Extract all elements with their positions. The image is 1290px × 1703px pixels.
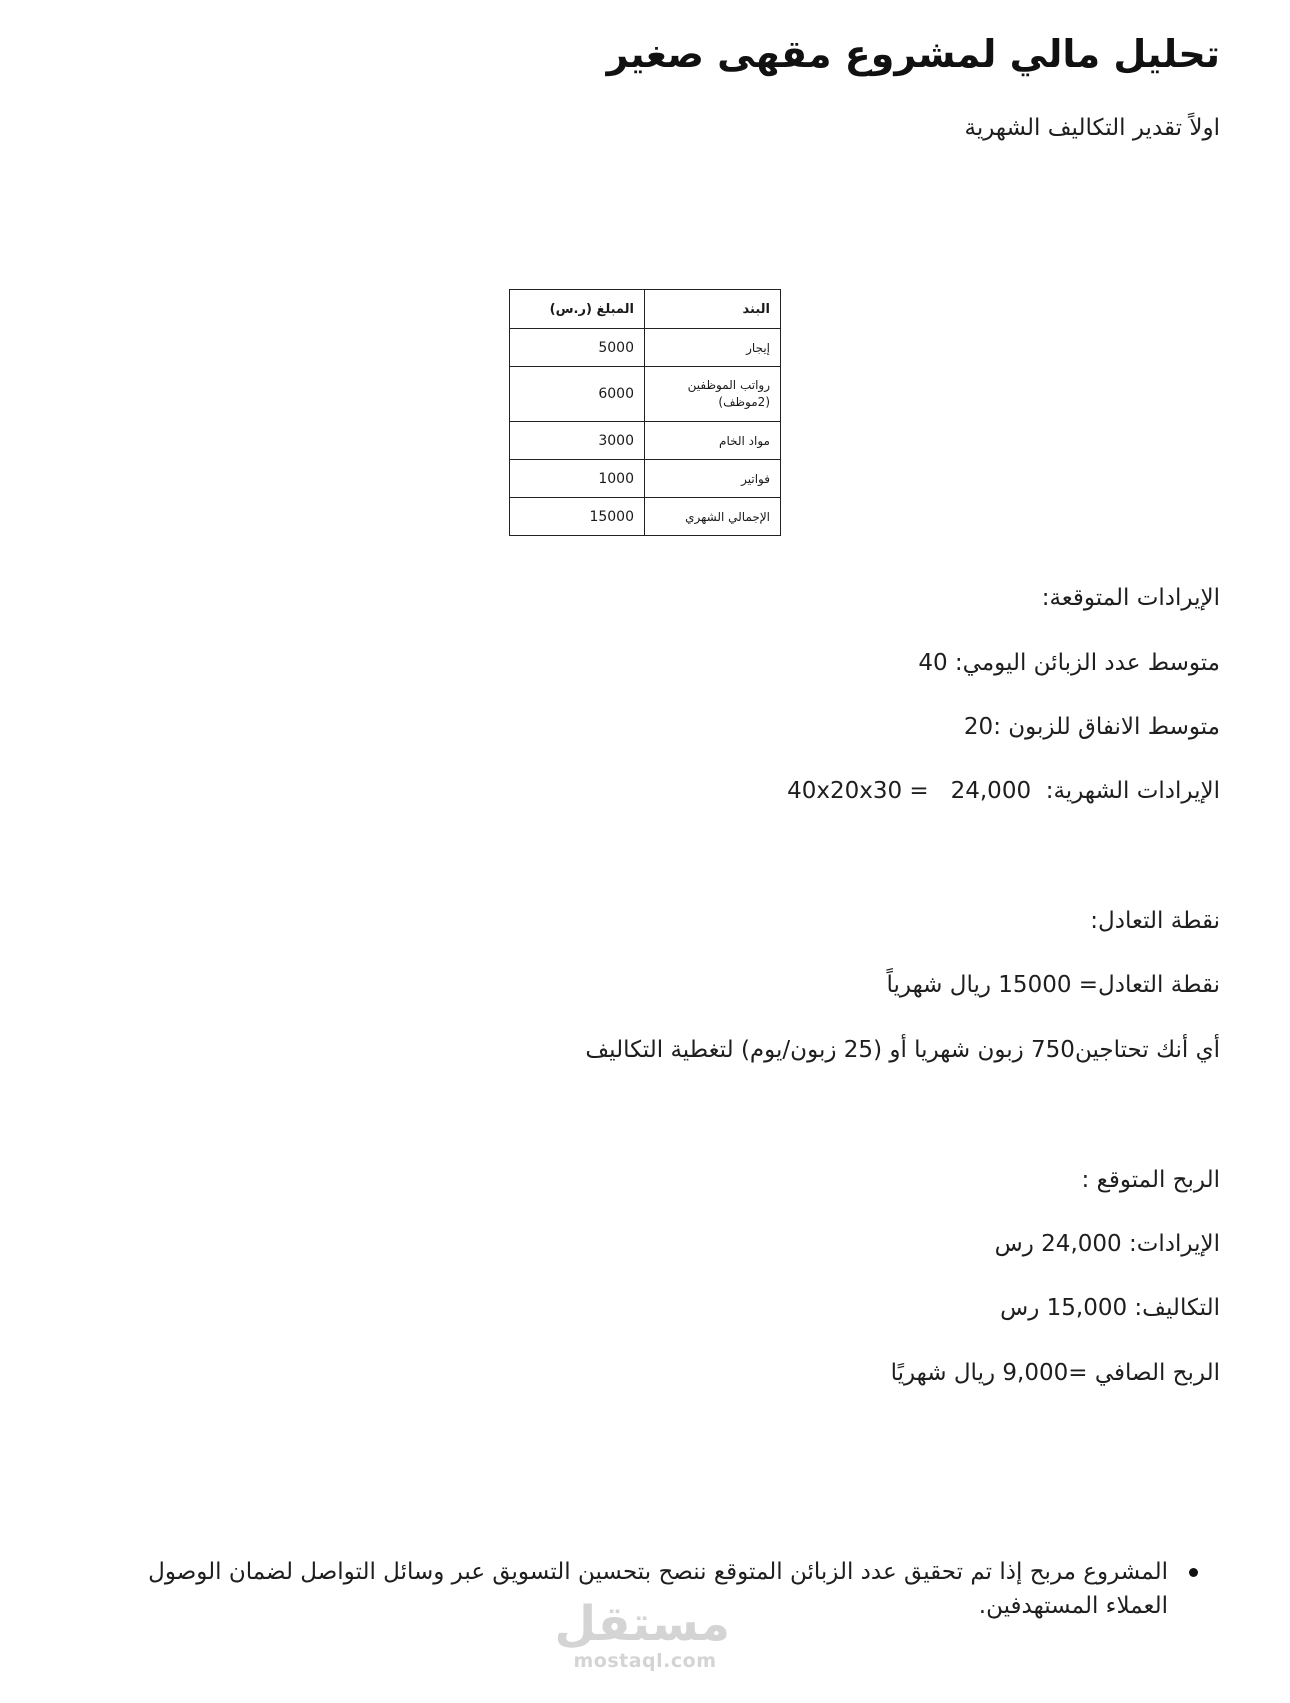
table-cell-item: مواد الخام xyxy=(645,422,781,460)
table-row xyxy=(510,329,781,367)
revenue-heading: الإيرادات المتوقعة: xyxy=(1041,585,1220,611)
monthly-revenue-line: الإيرادات الشهرية: 24,000 = 40x20x30 xyxy=(787,778,1220,804)
table-row xyxy=(510,367,781,422)
table-cell-item: إيجار xyxy=(645,329,781,367)
table-cell-amount: 6000 xyxy=(510,367,645,422)
avg-spend-line: متوسط الانفاق للزبون :20 xyxy=(963,714,1220,740)
profit-heading: الربح المتوقع : xyxy=(1081,1167,1220,1193)
table-row-total xyxy=(510,498,781,536)
table-header-row xyxy=(510,290,781,329)
profit-costs-line: التكاليف: 15,000 رس xyxy=(1000,1295,1220,1321)
table-row xyxy=(510,422,781,460)
breakeven-value-line: نقطة التعادل= 15000 ريال شهرياً xyxy=(886,972,1220,998)
section-heading-costs: اولاً تقدير التكاليف الشهرية xyxy=(964,115,1220,141)
breakeven-heading: نقطة التعادل: xyxy=(1090,908,1220,934)
table-cell-item: الإجمالي الشهري xyxy=(645,498,781,536)
cost-table xyxy=(509,289,781,536)
table-cell-item: رواتب الموظفين (2موظف) xyxy=(645,367,781,422)
table-cell-amount: 15000 xyxy=(510,498,645,536)
table-header-amount: المبلغ (ر.س) xyxy=(510,290,645,329)
table-cell-item: فواتير xyxy=(645,460,781,498)
bullet-icon xyxy=(1189,1568,1198,1577)
table-row xyxy=(510,460,781,498)
table-cell-amount: 3000 xyxy=(510,422,645,460)
mostaql-watermark xyxy=(554,1596,730,1672)
avg-customers-line: متوسط عدد الزبائن اليومي: 40 xyxy=(918,650,1220,676)
breakeven-note-line: أي أنك تحتاجين750 زبون شهريا أو (25 زبون/يوم) لتغطية التكاليف xyxy=(585,1037,1220,1063)
table-header-item: البند xyxy=(645,290,781,329)
profit-revenue-line: الإيرادات: 24,000 رس xyxy=(994,1231,1220,1257)
conclusion-text: المشروع مربح إذا تم تحقيق عدد الزبائن المتوقع ننصح بتحسين التسويق عبر وسائل التواصل لضمان الوصول العملاء المستهدفين. xyxy=(148,1559,1168,1619)
page-title: تحليل مالي لمشروع مقهى صغير xyxy=(606,32,1220,76)
table-cell-amount: 1000 xyxy=(510,460,645,498)
watermark-arabic: مستقل xyxy=(554,1596,730,1652)
table-cell-amount: 5000 xyxy=(510,329,645,367)
net-profit-line: الربح الصافي =9,000 ريال شهريًا xyxy=(890,1360,1220,1386)
watermark-latin: mostaql.com xyxy=(573,1650,717,1672)
